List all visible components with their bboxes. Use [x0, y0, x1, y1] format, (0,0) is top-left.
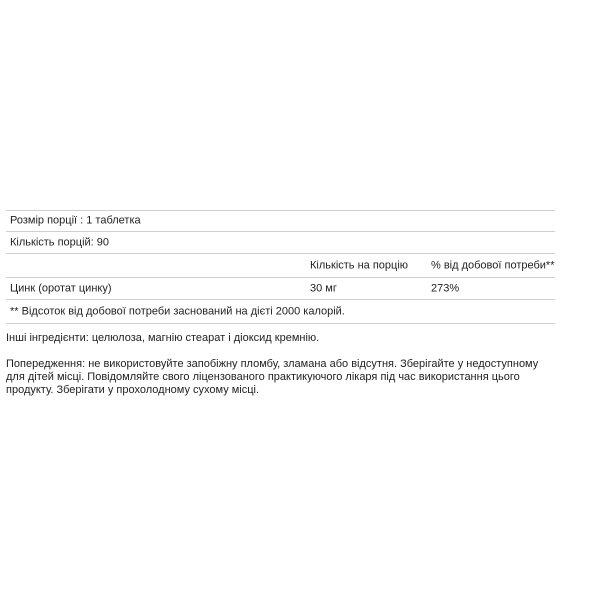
nutrient-daily-value: 273%: [431, 282, 460, 294]
supplement-facts: [6, 210, 555, 397]
warning-text: Попередження: не використовуйте запобіжну пломбу, зламана або відсутня. Зберігайте у недоступному для дітей місці. Повідомляйте свого ліцензованого практикуючого лікаря під час використання цього продукту. Зберігати у прохолодному сухому місці.: [6, 358, 539, 396]
daily-value-header: % від добової потреби**: [431, 259, 555, 271]
servings-per-container-row: [6, 232, 555, 254]
serving-size-row: [6, 210, 555, 232]
servings-per-container: Кількість порцій: 90: [10, 236, 110, 248]
nutrient-row: [6, 278, 555, 300]
amount-per-serving-header: Кількість на порцію: [310, 259, 409, 271]
footnote-row: [6, 300, 555, 324]
nutrient-amount: 30 мг: [310, 282, 337, 294]
serving-size: Розмір порції : 1 таблетка: [10, 214, 141, 227]
other-ingredients: Інші інгредієнти: целюлоза, магнію стеарат і діоксид кремнію.: [6, 332, 320, 344]
daily-value-footnote: ** Відсоток від добової потреби заснований на дієті 2000 калорій.: [10, 305, 345, 317]
table-header-row: [6, 254, 555, 278]
nutrient-name: Цинк (оротат цинку): [10, 282, 112, 294]
